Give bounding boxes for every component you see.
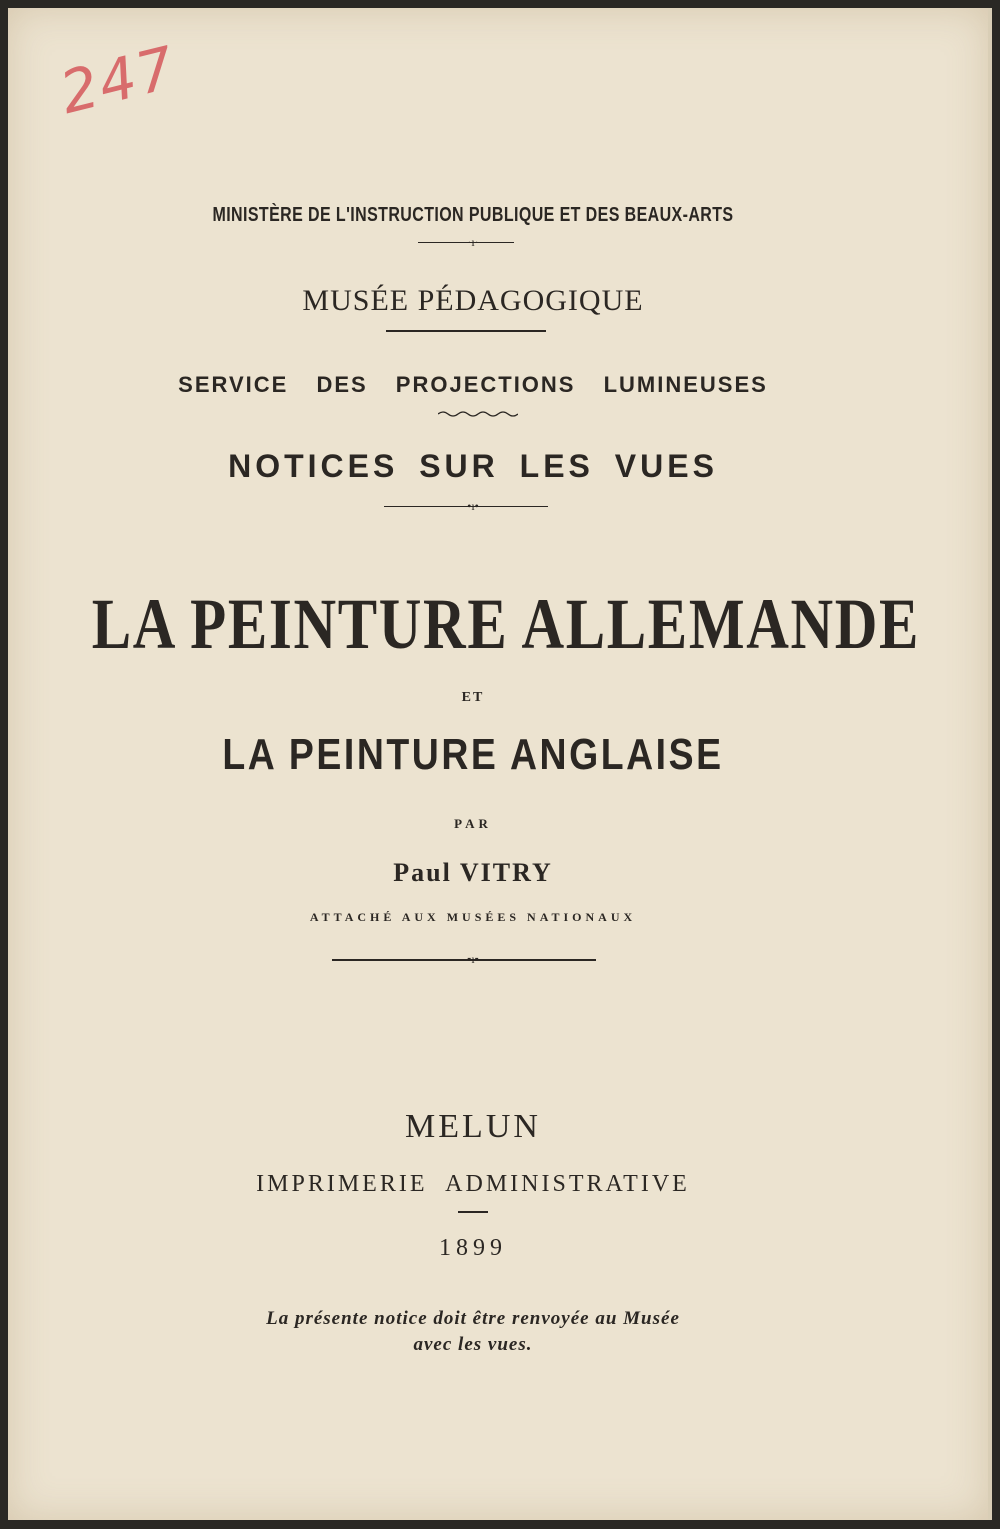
divider-5: [458, 1211, 488, 1213]
by-label: PAR: [454, 816, 492, 831]
title-conjunction: ET: [461, 690, 485, 705]
handwritten-number: 247: [53, 32, 184, 128]
document-page: [8, 8, 992, 1520]
divider-2: [386, 330, 546, 332]
title-line-1: LA PEINTURE ALLEMANDE: [91, 584, 921, 664]
footer-notice-line-2: avec les vues.: [413, 1334, 533, 1355]
notices-heading: NOTICES SUR LES VUES: [228, 448, 718, 484]
wavy-divider: [438, 410, 518, 418]
divider-ornament-3: •ı•: [467, 499, 479, 513]
divider-ornament-4: ▪ı▪: [467, 952, 479, 966]
footer-notice-line-1: La présente notice doit être renvoyée au Musée: [266, 1308, 680, 1329]
author-name: Paul VITRY: [393, 858, 553, 887]
divider-ornament-1: ·ı·: [467, 235, 479, 249]
musee-heading: MUSÉE PÉDAGOGIQUE: [302, 284, 644, 317]
imprint-city: MELUN: [405, 1108, 541, 1145]
imprint-year: 1899: [439, 1235, 507, 1261]
imprint-printer: IMPRIMERIE ADMINISTRATIVE: [256, 1171, 690, 1197]
ministry-heading: MINISTÈRE DE L'INSTRUCTION PUBLIQUE ET DES BEAUX-ARTS: [212, 204, 734, 226]
author-role: ATTACHÉ AUX MUSÉES NATIONAUX: [309, 910, 637, 924]
service-heading: SERVICE DES PROJECTIONS LUMINEUSES: [178, 372, 768, 397]
title-line-2: LA PEINTURE ANGLAISE: [222, 730, 724, 779]
